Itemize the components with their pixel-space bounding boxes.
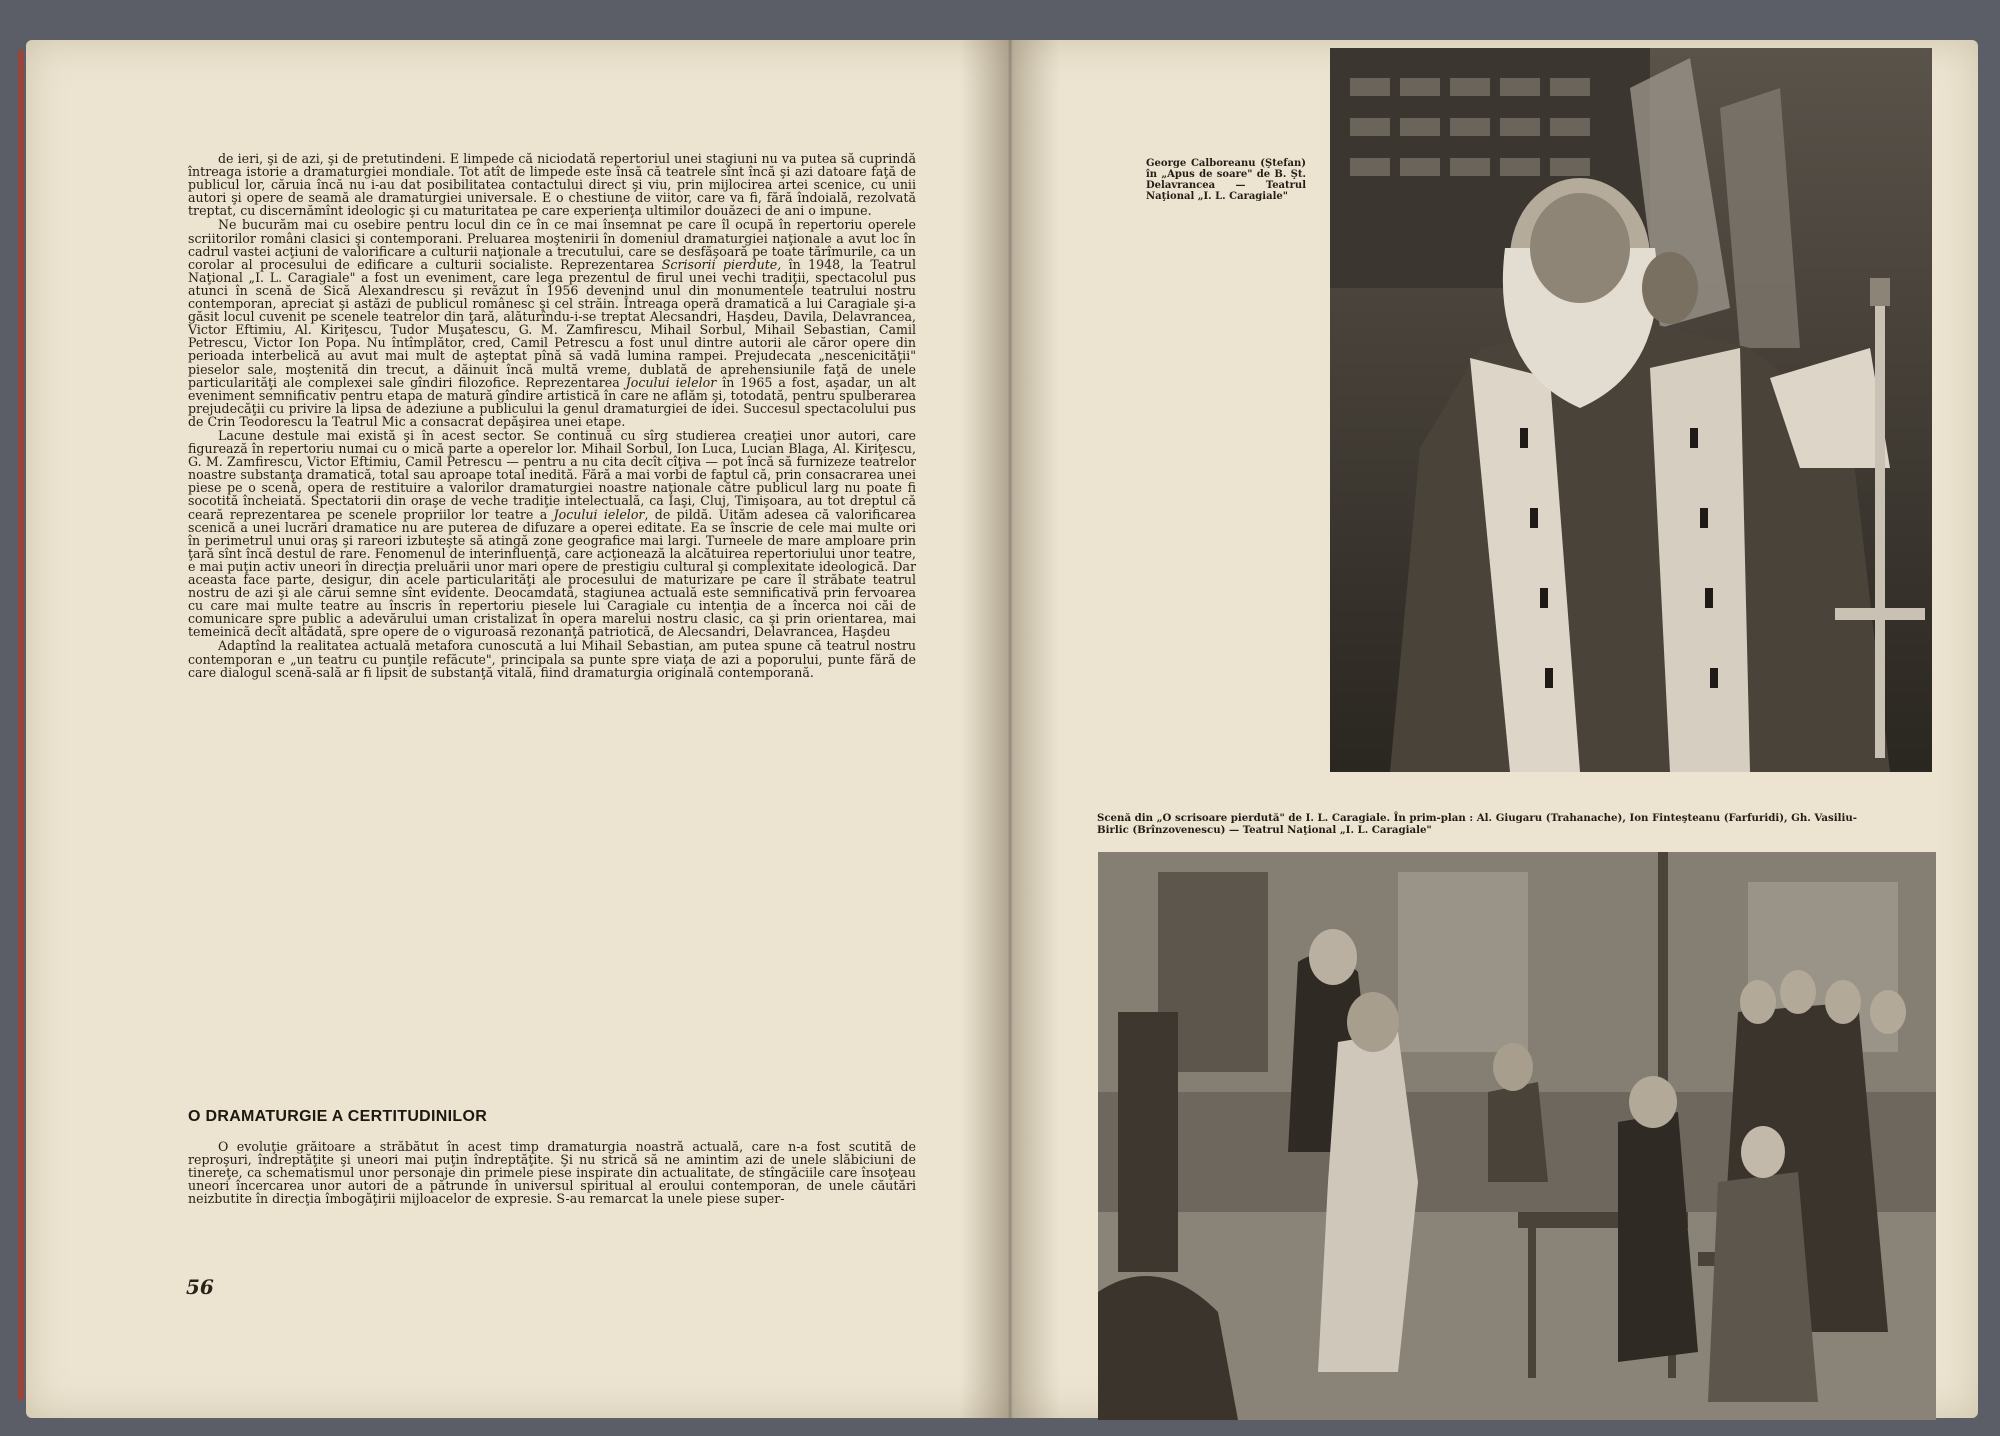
section-text xyxy=(188,1140,916,1205)
paragraph: Ne bucurăm mai cu osebire pentru locul din ce în ce mai însemnat pe care îl ocupă în repertoriu operele scriitorilor români clasici şi contemporani. Preluarea moştenirii în domeniul dramaturgiei naţionale a avut loc în cadrul vastei acţiuni de valorificare a culturii naţionale a trecutului, care se desfăşoară pe toate tărîmurile, ca un corolar al procesului de edificare a culturii socialiste. Reprezentarea Scrisorii pierdute, în 1948, la Teatrul Naţional „I. L. Caragiale" a fost un eveniment, care lega prezentul de firul unei vechi tradiţii, spectacolul pus atunci în scenă de Sică Alexandrescu şi revăzut în 1956 devenind unul din monumentele teatrului nostru contemporan, apreciat şi astăzi de publicul românesc şi cel străin. Întreaga operă dramatică a lui Caragiale şi-a găsit locul cuvenit pe scenele teatrelor din ţară, alăturîndu-i-se treptat Alecsandri, Haşdeu, Davila, Delavrancea, Victor Eftimiu, Al. Kiriţescu, Tudor Muşatescu, G. M. Zamfirescu, Mihail Sorbul, Mihail Sebastian, Camil Petrescu, Victor Ion Popa. Nu întîmplător, cred, Camil Petrescu a fost unul dintre autorii ale căror opere din perioada interbelică au avut mai mult de aşteptat pînă să vadă lumina rampei. Prejudecata „nescenicităţii" pieselor sale, moştenită din trecut, a dăinuit încă multă vreme, dublată de aprehensiunile faţă de unele particularităţi ale complexei sale gîndiri filozofice. Reprezentarea Jocului ielelor în 1965 a fost, aşadar, un alt eveniment semnificativ pentru etapa de matură gîndire artistică în care ne aflăm şi, totodată, pentru spulberarea prejudecăţii cu privire la lipsa de adeziune a publicului la genul dramaturgiei de idei. Succesul spectacolului pus de Crin Teodorescu la Teatrul Mic a consacrat depăşirea unei etape. xyxy=(188,217,916,429)
paragraph: de ieri, şi de azi, şi de pretutindeni. E limpede că niciodată repertoriul unei stagiuni nu va putea să cuprindă întreaga istorie a dramaturgiei mondiale. Tot atît de limpede este însă că teatrele sînt încă şi azi datoare faţă de publicul lor, căruia încă nu i-au dat posibilitatea contactului direct şi viu, prin mijlocirea artei scenice, cu unii autori şi opere de seamă ale dramaturgiei universale. E o chestiune de viitor, care va fi, fără îndoială, rezolvată treptat, cu discernămînt ideologic şi cu maturitatea pe care experienţa ultimilor douăzeci de ani o impune. xyxy=(188,151,916,219)
photo-actor-portrait xyxy=(1330,48,1932,772)
photo-stage-scene xyxy=(1098,852,1936,1420)
photo-caption-top: George Calboreanu (Ştefan) în „Apus de soare" de B. Şt. Delavrancea — Teatrul Naţional „I. L. Caragiale" xyxy=(1146,158,1306,202)
photo-caption-bottom: Scenă din „O scrisoare pierdută" de I. L. Caragiale. În prim-plan : Al. Giugaru (Trahanache), Ion Finteşteanu (Farfuridi), Gh. Vasiliu-Birlic (Brînzovenescu) — Teatrul Naţional „I. L. Caragiale" xyxy=(1097,812,1857,836)
body-text xyxy=(188,152,916,679)
section-heading: O DRAMATURGIE A CERTITUDINILOR xyxy=(188,1108,488,1125)
paragraph: Adaptînd la realitatea actuală metafora cunoscută a lui Mihail Sebastian, am putea spune că teatrul nostru contemporan e „un teatru cu punţile refăcute", principala sa punte spre viaţa de azi a poporului, punte fără de care dialogul scenă-sală ar fi lipsit de substanţă vitală, fiind dramaturgia originală contemporană. xyxy=(188,638,916,680)
book-edge xyxy=(18,50,24,1400)
italic-title: Scrisorii pierdute, xyxy=(661,256,782,272)
book-spine xyxy=(960,40,1060,1418)
paragraph: Lacune destule mai există şi în acest sector. Se continuă cu sîrg studierea creaţiei unor autori, care figurează în repertoriu numai cu o mică parte a operelor lor. Mihail Sorbul, Ion Luca, Lucian Blaga, Al. Kiriţescu, G. M. Zamfirescu, Victor Eftimiu, Camil Petrescu — pentru a nu cita decît cîţiva — pot încă să furnizeze teatrelor noastre substanţa dramatică, total sau aproape total inedită. Fără a mai vorbi de faptul că, prin consacrarea unei piese pe o scenă, opera de restituire a valorilor dramaturgiei noastre naţionale către publicul larg nu poate fi socotită încheiată. Spectatorii din oraşe de veche tradiţie intelectuală, ca Iaşi, Cluj, Timişoara, au tot dreptul că ceară reprezentarea pe scenele propriilor lor teatre a Jocului ielelor, de pildă. Uităm adesea că valorificarea scenică a unei lucrări dramatice nu are puterea de difuzare a operei editate. Ea se înscrie de cele mai multe ori în perimetrul unui oraş şi rareori izbuteşte să atingă zone geografice mai largi. Turneele de mare amploare prin ţară sînt încă destul de rare. Fenomenul de interinfluenţă, care acţionează la alcătuirea repertoriului unor teatre, e mai puţin activ uneori în direcţia preluării unor mari opere de prestigiu cultural şi complexitate ideologică. Dar aceasta face parte, desigur, din acele particularităţi ale procesului de maturizare pe care îl străbate teatrul nostru de azi şi ale cărui semne sînt evidente. Deocamdată, stagiunea actuală este semnificativă prin fervoarea cu care mai multe teatre au înscris în repertoriu piesele lui Caragiale cu intenţia de a încerca noi căi de comunicare spre public a adevărului uman cristalizat în opera marelui nostru clasic, ca şi prin orientarea, mai temeinică decît altădată, spre opere de o viguroasă rezonanţă patriotică, de Alecsandri, Delavrancea, Haşdeu xyxy=(188,427,916,640)
italic-title: Jocului ielelor xyxy=(553,506,645,522)
paragraph: O evoluţie grăitoare a străbătut în acest timp dramaturgia noastră actuală, care n-a fost scutită de reproşuri, îndreptăţite şi uneori mai puţin îndreptăţite. Şi nu strică să ne amintim azi de unele slăbiciuni de tinereţe, ca schematismul unor personaje din primele piese inspirate din actualitate, de stîngăciile care însoţeau uneori încercarea unor autori de a pătrunde în universul spiritual al eroului contemporan, de unele căutări neizbutite în direcţia îmbogăţirii mijloacelor de expresie. S-au remarcat la unele piese super- xyxy=(188,1139,916,1207)
page-number: 56 xyxy=(186,1275,214,1299)
italic-title: Jocului ielelor xyxy=(625,374,717,390)
